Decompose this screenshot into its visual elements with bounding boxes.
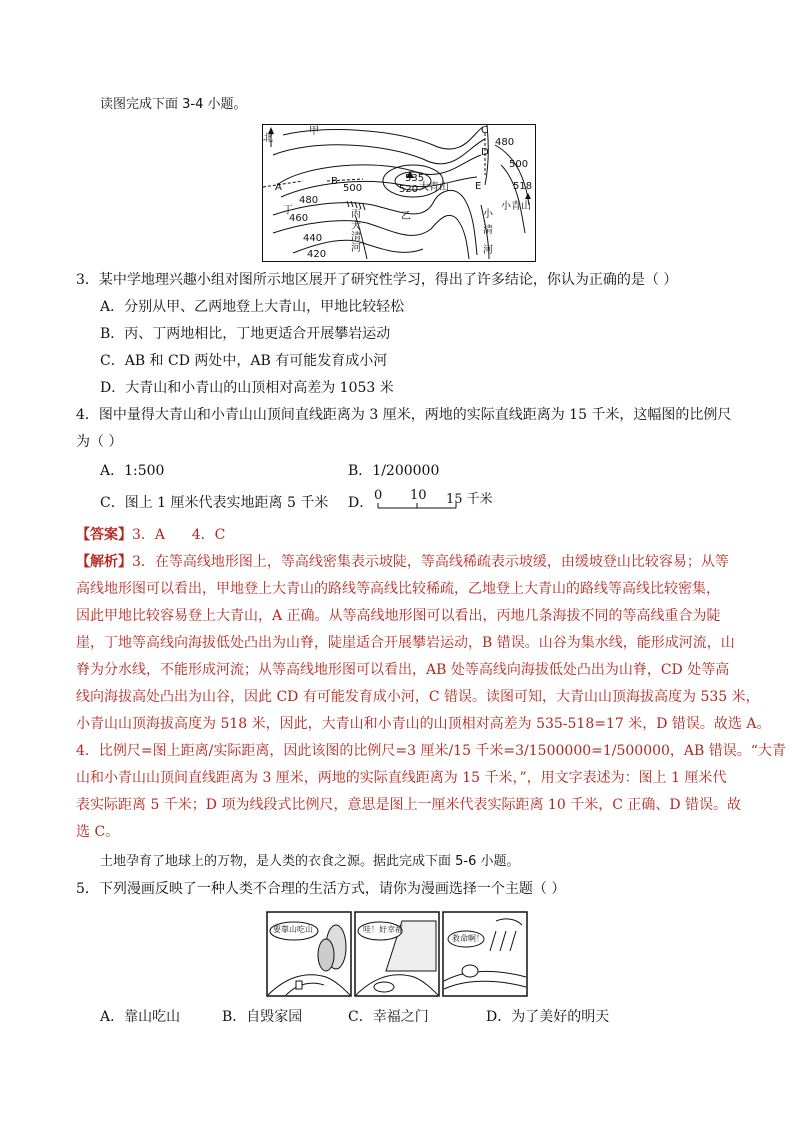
label-B: B [331,176,338,187]
cartoon-strip [266,911,528,997]
q5-option-a: A．靠山吃山 [100,1009,181,1025]
q3-option-c: C．AB 和 CD 两处中，AB 有可能发育成小河 [100,353,388,369]
section-intro-5-6: 土地孕育了地球上的万物，是人类的衣食之源。据此完成下面 5-6 小题。 [100,854,520,869]
linear-scale-bar [372,488,493,514]
q4-option-b: B．1/200000 [348,463,440,479]
analysis-line-8: 4．比例尺=图上距离/实际距离，因此该图的比例尺=3 厘米/15 千米=3/1500000=1/500000，AB 错误。“大青 [76,743,786,759]
q4-option-d: D． [348,495,374,511]
q3-stem: 3．某中学地理兴趣小组对图所示地区展开了研究性学习，得出了许多结论，你认为正确的是（ ） [76,272,678,288]
contour-520: 520 [399,184,419,195]
q5-option-c: C．幸福之门 [348,1009,429,1025]
q5-option-b: B．自毁家园 [222,1009,303,1025]
cartoon-bubble-2: 哇！好幸福 [363,925,403,934]
label-D: D [481,147,489,158]
analysis-line-4: 崖，丁地等高线向海拔低处凸出为山脊，陡崖适合开展攀岩运动，B 错误。山谷为集水线，能形成河流，山 [76,635,735,651]
contour-map [262,124,536,262]
analysis-line-10: 表实际距离 5 千米；D 项为线段式比例尺，意思是图上一厘米代表实际距离 10 千米，C 正确、D 错误。故 [76,797,742,813]
q3-option-a: A．分别从甲、乙两地登上大青山，甲地比较轻松 [100,299,405,315]
contour-420: 420 [307,249,327,260]
answer-label: 【答案】 [76,527,132,543]
label-A: A [275,182,282,193]
contour-460: 460 [289,213,309,224]
label-jia: 甲 [309,126,319,137]
q4-option-a: A．1:500 [100,463,165,479]
label-ding: 丁 [283,205,293,216]
river-bing-2: 大 [351,221,361,232]
scale-tick-15: 15 千米 [446,492,493,507]
scale-tick-10: 10 [410,488,427,503]
label-E: E [475,181,482,192]
analysis-line-9: 山和小青山山顶间直线距离为 3 厘米，两地的实际直线距离为 15 千米，”，用文字表述为：图上 1 厘米代 [76,770,727,786]
river-bing-4: 河 [351,243,361,254]
river-small-2: 清 [483,225,493,236]
analysis-line-2: 高线地形图可以看出，甲地登上大青山的路线等高线比较稀疏，乙地登上大青山的路线等高线比较密集， [76,581,720,597]
analysis-line-5: 脊为分水线，不能形成河流；从等高线地形图可以看出，AB 处等高线向海拔低处凸出为山脊，CD 处等高 [76,662,730,678]
analysis-line-3: 因此甲地比较容易登上大青山，A 正确。从等高线地形图可以看出，丙地几条海拔不同的等高线重合为陡 [76,608,721,624]
analysis-label: 【解析】 [76,554,132,570]
label-yi: 乙 [401,211,411,222]
peak-small-height: 518 [513,181,533,192]
q4-stem-line1: 4．图中量得大青山和小青山山顶间直线距离为 3 厘米，两地的实际直线距离为 15 千米，这幅图的比例尺 [76,407,732,423]
analysis-line-6: 线向海拔高处凸出为山谷，因此 CD 有可能发育成小河，C 错误。读图可知，大青山山顶海拔高度为 535 米， [76,689,760,705]
river-small-1: 小 [483,209,493,220]
river-small-3: 河 [483,245,493,256]
contour-480-right: 480 [495,137,515,148]
contour-440: 440 [303,233,323,244]
contour-480: 480 [299,195,319,206]
section-intro-3-4: 读图完成下面 3-4 小题。 [100,97,247,112]
q5-stem: 5．下列漫画反映了一种人类不合理的生活方式，请你为漫画选择一个主题（ ） [76,881,566,897]
q5-option-d: D．为了美好的明天 [486,1009,610,1025]
contour-500: 500 [343,183,363,194]
peak-big-name: 大青山 [419,182,449,193]
q4-stem-line2: 为（ ） [76,434,123,450]
analysis-line-11: 选 C。 [76,824,120,840]
contour-500-right: 500 [509,159,529,170]
scale-tick-0: 0 [374,488,383,503]
river-bing-3: 清 [351,232,361,243]
q3-option-b: B．丙、丁两地相比，丁地更适合开展攀岩运动 [100,326,391,342]
cartoon-bubble-3: 救命啊！ [452,934,484,943]
analysis-text-1: 3．在等高线地形图上，等高线密集表示坡陡，等高线稀疏表示坡缓，由缓坡登山比较容易；从等 [132,554,729,570]
q4-option-c: C．图上 1 厘米代表实地距离 5 千米 [100,495,329,511]
label-bing: 丙 [351,209,361,220]
peak-big-height: 535 [405,173,425,184]
answer-line [76,525,225,545]
label-C: C [481,125,488,136]
analysis-line-7: 小青山山顶海拔高度为 518 米，因此，大青山和小青山的山顶相对高差为 535-518=17 米，D 错误。故选 A。 [76,716,771,732]
analysis-line-1 [76,552,729,572]
peak-small-name: 小青山 [501,201,531,212]
north-label: 北 [263,133,273,144]
answer-text: 3．A 4．C [132,527,226,543]
q3-option-d: D．大青山和小青山的山顶相对高差为 1053 米 [100,380,394,396]
cartoon-bubble-1: 要靠山吃山 [273,925,313,934]
